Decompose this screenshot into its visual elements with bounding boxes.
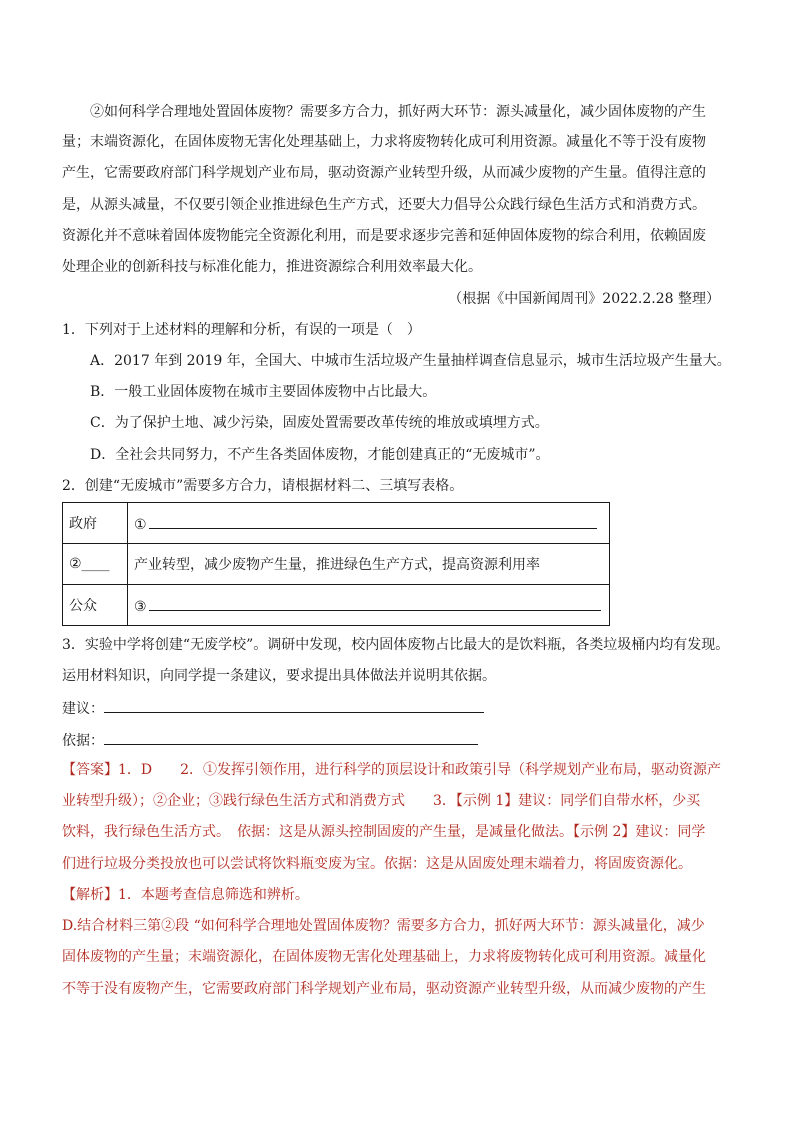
basis-blank[interactable]	[104, 729, 478, 745]
q1-option-a: A．2017 年到 2019 年，全国大、中城市生活垃圾产生量抽样调查信息显示，城市生活垃圾产生量大。	[90, 353, 731, 369]
answer-line	[62, 760, 721, 780]
table-row	[63, 503, 610, 544]
table-cell-role: 政府	[63, 503, 128, 544]
passage-line: 产生，它需要政府部门科学规划产业布局，驱动资源产业转型升级，从而减少废物的产生量。值得注意的	[62, 165, 706, 181]
answer-line: 饮料，我行绿色生活方式。 依据：这是从源头控制固废的产生量，是减量化做法。【示例 2】建议：同学	[62, 824, 706, 840]
analysis-head-text: 1．本题考查信息筛选和辨析。	[118, 887, 309, 903]
q3-stem-line1: 3．实验中学将创建“无废学校”。调研中发现，校内固体废物占比最大的是饮料瓶，各类垃圾桶内均有发现。	[62, 637, 730, 653]
q2-table	[62, 502, 610, 626]
table-cell-content[interactable]	[128, 503, 610, 544]
analysis-line: 固体废物的产生量；末端资源化，在固体废物无害化处理基础上，力求将废物转化成可利用资源。减量化	[62, 949, 706, 965]
q2-stem: 2．创建“无废城市”需要多方合力，请根据材料二、三填写表格。	[62, 478, 464, 494]
passage-line: 资源化并不意味着固体废物能完全资源化利用，而是要求逐步完善和延伸固体废物的综合利用，依赖固废	[62, 228, 706, 244]
basis-row[interactable]	[62, 729, 478, 751]
analysis-tag: 【解析】	[62, 887, 118, 903]
passage-line: ②如何科学合理地处置固体废物？需要多方合力，抓好两大环节：源头减量化，减少固体废物的产生	[90, 104, 706, 120]
suggestion-label: 建议：	[62, 701, 104, 717]
passage-line: 处理企业的创新科技与标准化能力，推进资源综合利用效率最大化。	[62, 259, 482, 275]
passage-line: 量；末端资源化，在固体废物无害化处理基础上，力求将废物转化成可利用资源。减量化不等于没有废物	[62, 134, 706, 150]
table-row	[63, 585, 610, 626]
fill-blank-line	[149, 513, 597, 529]
analysis-line: D.结合材料三第②段 “如何科学合理地处置固体废物？需要多方合力，抓好两大环节：源头减量化，减少	[62, 918, 705, 934]
blank-label: ①	[134, 517, 147, 533]
q1-option-d: D．全社会共同努力，不产生各类固体废物，才能创建真正的“无废城市”。	[90, 447, 550, 463]
table-cell-content[interactable]	[128, 585, 610, 626]
blank-label: ③	[134, 599, 147, 615]
answer-line: 业转型升级）；②企业；③践行绿色生活方式和消费方式 3．【示例 1】建议：同学们自带水杯，少买	[62, 793, 701, 809]
suggestion-blank[interactable]	[104, 697, 484, 713]
q1-option-b: B．一般工业固体废物在城市主要固体废物中占比最大。	[90, 384, 437, 400]
passage-line: 是，从源头减量，不仅要引领企业推进绿色生产方式，还要大力倡导公众践行绿色生活方式和消费方式。	[62, 197, 706, 213]
q3-stem-line2: 运用材料知识，向同学提一条建议，要求提出具体做法并说明其依据。	[62, 668, 496, 684]
source-citation: （根据《中国新闻周刊》2022.2.28 整理）	[448, 291, 720, 307]
fill-blank-line	[149, 595, 601, 611]
table-cell-role[interactable]: ②____	[63, 544, 128, 585]
q1-option-c: C．为了保护土地、减少污染，固废处置需要改革传统的堆放或填埋方式。	[90, 415, 549, 431]
table-cell-role: 公众	[63, 585, 128, 626]
basis-label: 依据：	[62, 733, 104, 749]
table-cell-content: 产业转型，减少废物产生量，推进绿色生产方式，提高资源利用率	[128, 544, 610, 585]
table-row	[63, 544, 610, 585]
analysis-line: 不等于没有废物产生，它需要政府部门科学规划产业布局，驱动资源产业转型升级，从而减少废物的产生	[62, 981, 706, 997]
answer-text: 1．D 2．①发挥引领作用，进行科学的顶层设计和政策引导（科学规划产业布局，驱动资源产	[118, 762, 722, 778]
analysis-head	[62, 885, 309, 905]
q1-stem: 1．下列对于上述材料的理解和分析，有误的一项是（ ）	[62, 322, 421, 338]
suggestion-row[interactable]	[62, 697, 484, 719]
answer-line: 们进行垃圾分类投放也可以尝试将饮料瓶变废为宝。依据：这是从固废处理末端着力，将固废资源化。	[62, 856, 692, 872]
answer-tag: 【答案】	[62, 762, 118, 778]
